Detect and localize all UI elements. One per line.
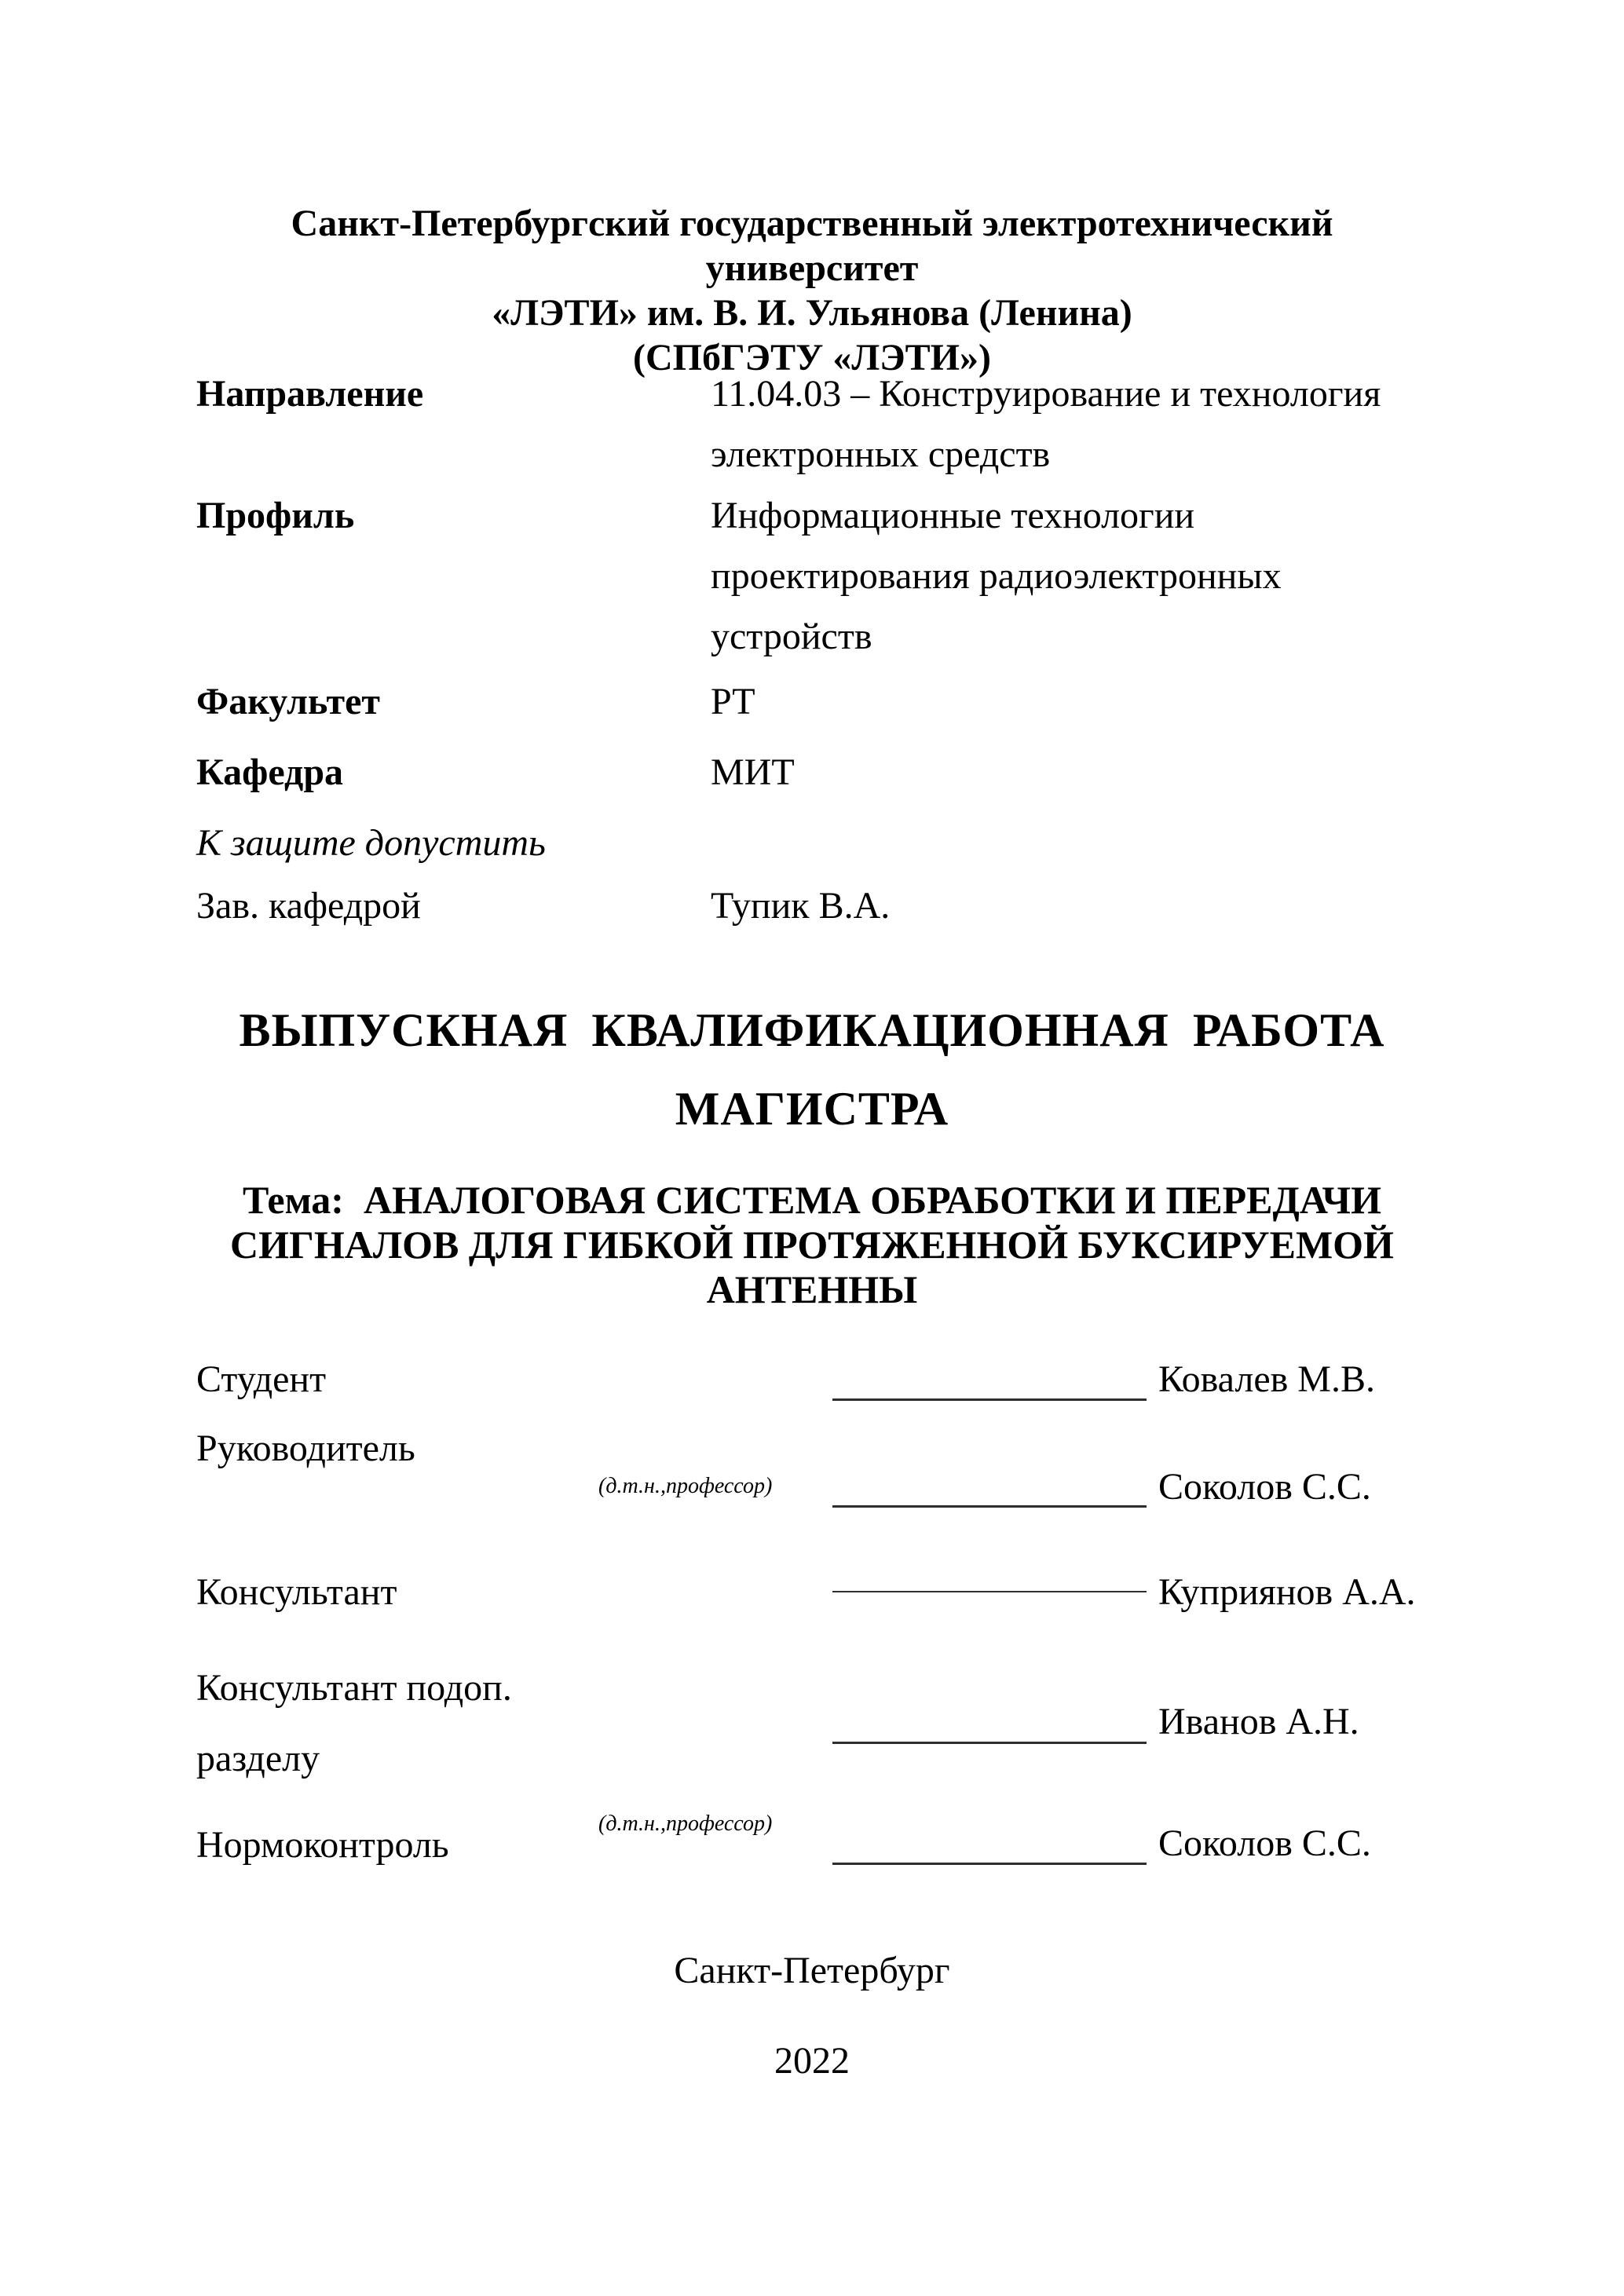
department-head-label: Зав. кафедрой xyxy=(196,885,421,927)
profile-value-line-2: проектирования радиоэлектронных xyxy=(711,555,1282,597)
norm-control-qualifier: (д.т.н.,профессор) xyxy=(598,1812,773,1836)
profile-value-line-3: устройств xyxy=(711,616,872,657)
footer-year: 2022 xyxy=(774,2040,850,2082)
section-consultant-label-line-2: разделу xyxy=(196,1738,320,1779)
supervisor-qualifier: (д.т.н.,профессор) xyxy=(598,1474,773,1498)
direction-value-line-1: 11.04.03 – Конструирование и технология xyxy=(711,373,1381,415)
direction-label: Направление xyxy=(196,373,424,415)
student-label: Студент xyxy=(196,1358,327,1400)
theme-line-1: Тема: АНАЛОГОВАЯ СИСТЕМА ОБРАБОТКИ И ПЕРЕДАЧИ xyxy=(242,1178,1382,1222)
work-title-line-1: ВЫПУСКНАЯ КВАЛИФИКАЦИОННАЯ РАБОТА xyxy=(239,1004,1385,1056)
norm-control-name: Соколов С.С. xyxy=(1158,1823,1371,1864)
admission-note: К защите допустить xyxy=(196,822,546,864)
norm-control-label: Нормоконтроль xyxy=(196,1824,449,1866)
supervisor-label: Руководитель xyxy=(196,1428,415,1469)
faculty-label: Факультет xyxy=(196,681,380,722)
section-consultant-label-line-1: Консультант подоп. xyxy=(196,1667,512,1709)
signature-line xyxy=(832,1398,1147,1401)
footer-city: Санкт-Петербург xyxy=(674,1950,950,1991)
signature-line xyxy=(832,1863,1147,1865)
university-name-line-2: «ЛЭТИ» им. В. И. Ульянова (Ленина) xyxy=(492,292,1132,334)
university-header xyxy=(192,201,1432,380)
department-head-name: Тупик В.А. xyxy=(711,885,891,927)
consultant-name: Куприянов А.А. xyxy=(1158,1571,1416,1613)
student-name: Ковалев М.В. xyxy=(1158,1358,1375,1400)
university-name-line-1: Санкт-Петербургский государственный электротехнический университет xyxy=(291,203,1333,289)
work-title xyxy=(192,991,1432,1148)
profile-label: Профиль xyxy=(196,495,355,536)
university-name-line-3: (СПбГЭТУ «ЛЭТИ») xyxy=(633,337,991,378)
work-title-line-2: МАГИСТРА xyxy=(675,1083,949,1135)
supervisor-name: Соколов С.С. xyxy=(1158,1466,1371,1508)
faculty-value: РТ xyxy=(711,681,755,722)
theme-title xyxy=(192,1178,1432,1312)
direction-value-line-2: электронных средств xyxy=(711,433,1051,475)
consultant-label: Консультант xyxy=(196,1571,397,1613)
theme-line-2: СИГНАЛОВ ДЛЯ ГИБКОЙ ПРОТЯЖЕННОЙ БУКСИРУЕМОЙ xyxy=(230,1223,1394,1267)
signature-line xyxy=(832,1742,1147,1744)
signature-line xyxy=(832,1591,1147,1592)
department-label: Кафедра xyxy=(196,751,344,793)
theme-line-3: АНТЕННЫ xyxy=(706,1267,918,1311)
section-consultant-name: Иванов А.Н. xyxy=(1158,1701,1359,1742)
department-value: МИТ xyxy=(711,751,795,793)
signature-line xyxy=(832,1505,1147,1508)
profile-value-line-1: Информационные технологии xyxy=(711,495,1195,536)
